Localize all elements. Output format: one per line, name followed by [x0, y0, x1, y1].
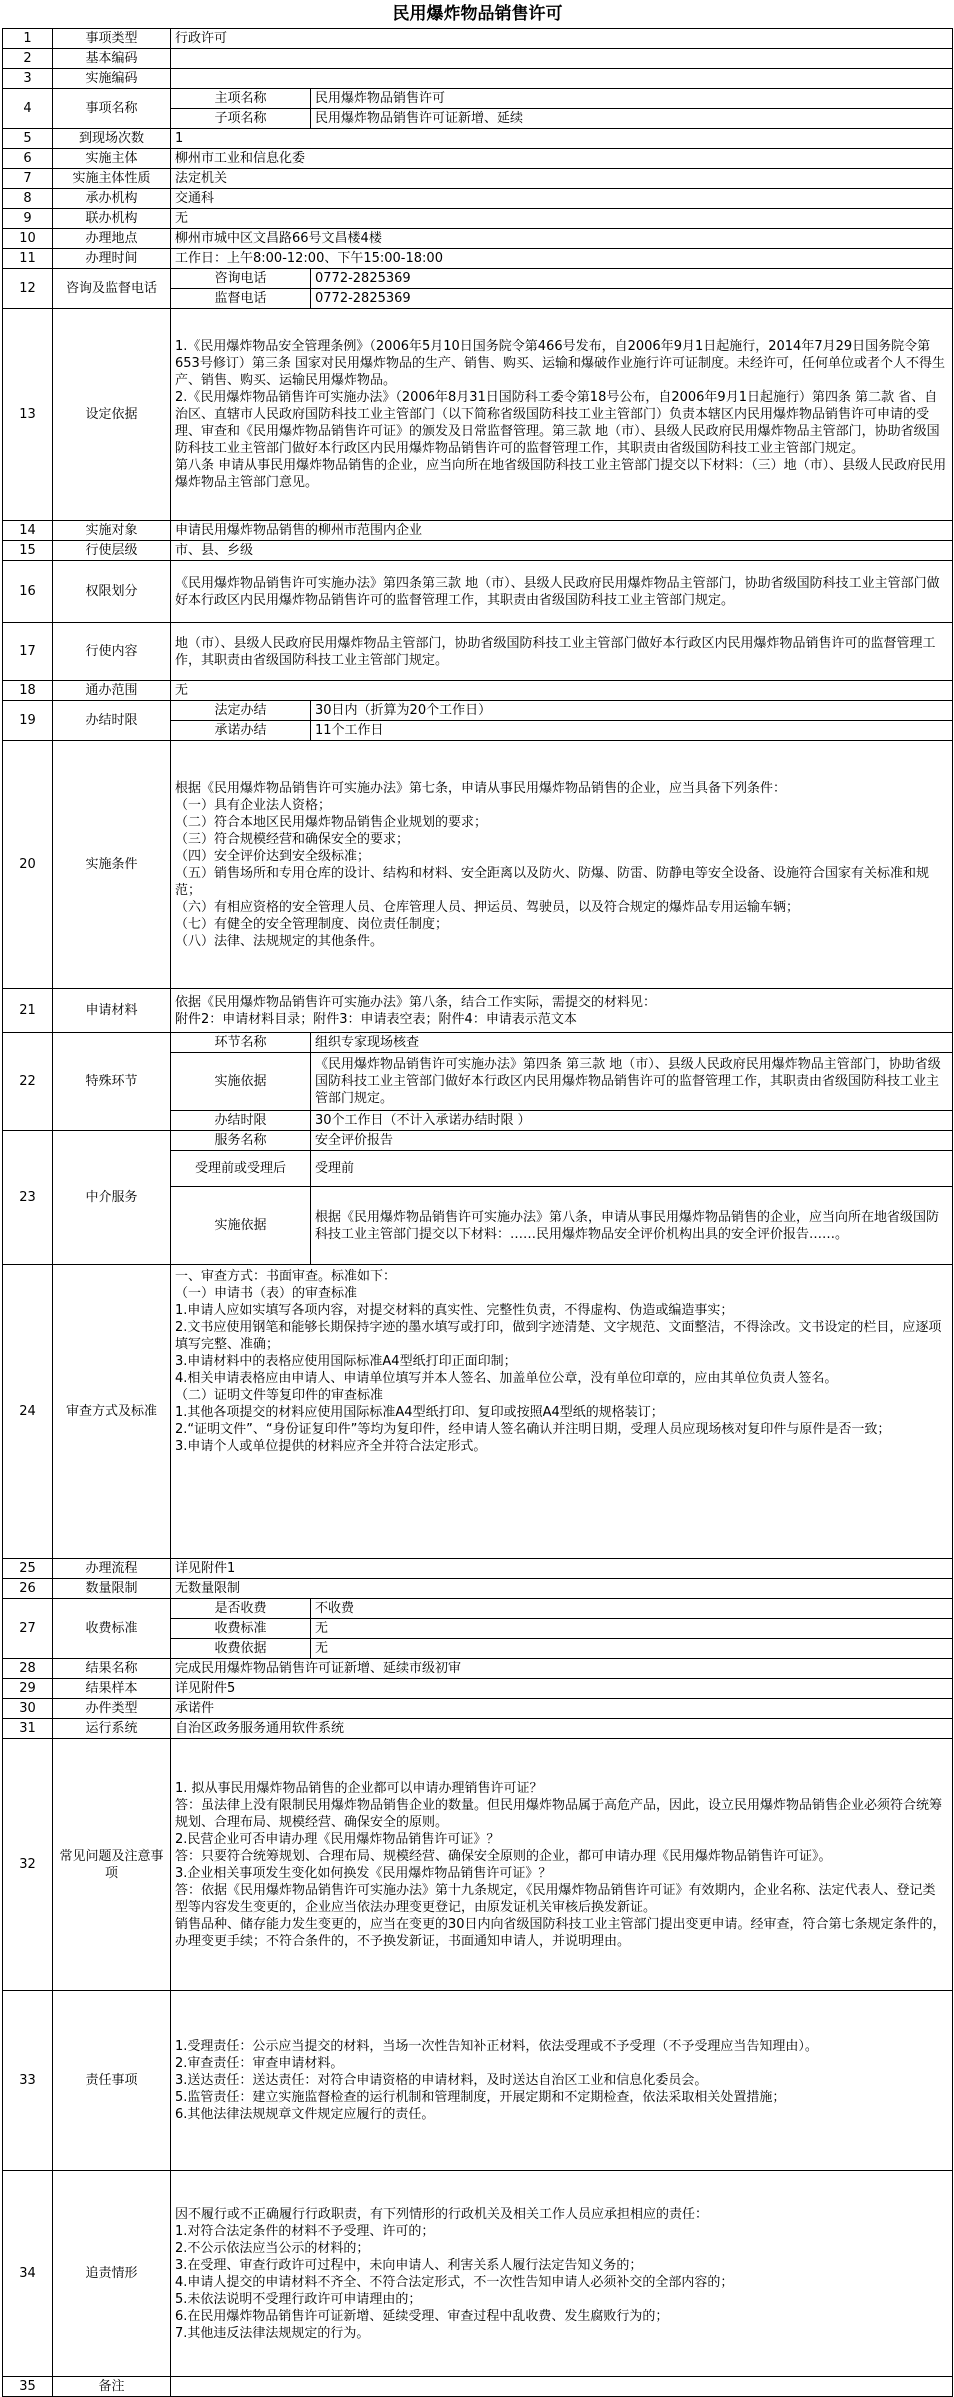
row-label: 通办范围 [53, 681, 171, 701]
row-label: 基本编码 [53, 49, 171, 69]
row-label: 常见问题及注意事项 [53, 1739, 171, 1991]
sub-label: 实施依据 [171, 1053, 311, 1111]
row-number: 26 [3, 1579, 53, 1599]
table-row [3, 1699, 953, 1719]
row-label: 承办机构 [53, 189, 171, 209]
sub-value: 11个工作日 [311, 721, 953, 741]
row-value: 柳州市城中区文昌路66号文昌楼4楼 [171, 229, 953, 249]
row-number: 35 [3, 2377, 53, 2397]
sub-label: 子项名称 [171, 109, 311, 129]
sub-label: 监督电话 [171, 289, 311, 309]
row-label: 实施编码 [53, 69, 171, 89]
row-number: 29 [3, 1679, 53, 1699]
row-label: 联办机构 [53, 209, 171, 229]
table-row [3, 189, 953, 209]
table-row [3, 1033, 953, 1053]
row-label: 中介服务 [53, 1131, 171, 1265]
row-value: 依据《民用爆炸物品销售许可实施办法》第八条，结合工作实际，需提交的材料见： 附件2：申请材料目录；附件3：申请表空表；附件4：申请表示范文本 [171, 989, 953, 1033]
row-label: 咨询及监督电话 [53, 269, 171, 309]
row-value: 完成民用爆炸物品销售许可证新增、延续市级初审 [171, 1659, 953, 1679]
sub-value: 民用爆炸物品销售许可 [311, 89, 953, 109]
sub-label: 法定办结 [171, 701, 311, 721]
sub-label: 是否收费 [171, 1599, 311, 1619]
row-label: 设定依据 [53, 309, 171, 521]
table-row [3, 561, 953, 623]
table-row [3, 1559, 953, 1579]
row-label: 特殊环节 [53, 1033, 171, 1131]
table-row [3, 541, 953, 561]
row-label: 数量限制 [53, 1579, 171, 1599]
row-value: 1.受理责任：公示应当提交的材料，当场一次性告知补正材料，依法受理或不予受理（不予受理应当告知理由）。 2.审查责任：审查申请材料。 3.送达责任：送达责任：对符合申请资格的申请材料，及时送达自治区工业和信息化委员会。 5.监管责任：建立实施监督检查的运行机制和管理制度，开展定期和不定期检查，依法采取相关处置措施； 6.其他法律法规规章文件规定应履行的责任。 [171, 1991, 953, 2171]
row-value: 地（市）、县级人民政府民用爆炸物品主管部门，协助省级国防科技工业主管部门做好本行政区内民用爆炸物品销售许可的监督管理工作，其职责由省级国防科技工业主管部门规定。 [171, 623, 953, 681]
row-label: 申请材料 [53, 989, 171, 1033]
row-value: 无 [171, 681, 953, 701]
row-label: 备注 [53, 2377, 171, 2397]
row-value: 1. 拟从事民用爆炸物品销售的企业都可以申请办理销售许可证？ 答：虽法律上没有限制民用爆炸物品销售企业的数量。但民用爆炸物品属于高危产品，因此，设立民用爆炸物品销售企业必须符合统筹规划、合理布局、规模经营、确保安全的原则。 2.民营企业可否申请办理《民用爆炸物品销售许可证》？ 答：只要符合统筹规划、合理布局、规模经营、确保安全原则的企业，都可申请办理《民用爆炸物品销售许可证》。 3.企业相关事项发生变化如何换发《民用爆炸物品销售许可证》？ 答：依据《民用爆炸物品销售许可实施办法》第十九条规定，《民用爆炸物品销售许可证》有效期内，企业名称、法定代表人、登记类型等内容发生变更的，企业应当依法办理变更登记，由原发证机关审核后换发新证。 销售品种、储存能力发生变更的，应当在变更的30日内向省级国防科技工业主管部门提出变更申请。经审查，符合第七条规定条件的，办理变更手续；不符合条件的，不予换发新证，书面通知申请人，并说明理由。 [171, 1739, 953, 1991]
row-label: 办理地点 [53, 229, 171, 249]
table-row [3, 89, 953, 109]
row-number: 5 [3, 129, 53, 149]
row-value [171, 69, 953, 89]
sub-label: 咨询电话 [171, 269, 311, 289]
row-number: 33 [3, 1991, 53, 2171]
row-label: 行使内容 [53, 623, 171, 681]
row-value: 柳州市工业和信息化委 [171, 149, 953, 169]
row-number: 3 [3, 69, 53, 89]
table-row [3, 1265, 953, 1559]
row-value: 详见附件5 [171, 1679, 953, 1699]
row-label: 运行系统 [53, 1719, 171, 1739]
table-row [3, 1991, 953, 2171]
sub-value: 无 [311, 1619, 953, 1639]
sub-value: 0772-2825369 [311, 289, 953, 309]
sub-label: 实施依据 [171, 1187, 311, 1265]
table-row [3, 989, 953, 1033]
row-value [171, 2377, 953, 2397]
table-row [3, 129, 953, 149]
sub-label: 承诺办结 [171, 721, 311, 741]
row-number: 16 [3, 561, 53, 623]
table-row [3, 521, 953, 541]
table-row [3, 1679, 953, 1699]
sub-value: 受理前 [311, 1151, 953, 1187]
row-value: 申请民用爆炸物品销售的柳州市范围内企业 [171, 521, 953, 541]
table-row [3, 1599, 953, 1619]
row-number: 11 [3, 249, 53, 269]
row-value: 行政许可 [171, 29, 953, 49]
sub-label: 环节名称 [171, 1033, 311, 1053]
table-row [3, 149, 953, 169]
row-label: 事项名称 [53, 89, 171, 129]
row-label: 实施条件 [53, 741, 171, 989]
table-row [3, 209, 953, 229]
row-label: 实施主体性质 [53, 169, 171, 189]
row-number: 2 [3, 49, 53, 69]
table-row [3, 229, 953, 249]
sub-label: 收费依据 [171, 1639, 311, 1659]
row-label: 追责情形 [53, 2171, 171, 2377]
table-row [3, 623, 953, 681]
row-number: 24 [3, 1265, 53, 1559]
row-number: 12 [3, 269, 53, 309]
table-row [3, 1131, 953, 1151]
row-label: 到现场次数 [53, 129, 171, 149]
row-number: 6 [3, 149, 53, 169]
row-label: 实施对象 [53, 521, 171, 541]
sub-label: 收费标准 [171, 1619, 311, 1639]
row-number: 1 [3, 29, 53, 49]
row-value: 1.《民用爆炸物品安全管理条例》（2006年5月10日国务院令第466号发布，自2006年9月1日起施行，2014年7月29日国务院令第653号修订）第三条 国家对民用爆炸物品的生产、销售、购买、运输和爆破作业施行许可证制度。未经许可，任何单位或者个人不得生产、销售、购买、运输民用爆炸物品。 2.《民用爆炸物品销售许可实施办法》（2006年8月31日国防科工委令第18号公布，自2006年9月1日起施行）第四条 第二款 省、自治区、直辖市人民政府国防科技工业主管部门（以下简称省级国防科技工业主管部门）负责本辖区内民用爆炸物品销售许可申请的受理、审查和《民用爆炸物品销售许可证》的颁发及日常监督管理。第三款 地（市）、县级人民政府民用爆炸物品主管部门，协助省级国防科技工业主管部门做好本行政区内民用爆炸物品销售许可的监督管理工作，其职责由省级国防科技工业主管部门规定。 第八条 申请从事民用爆炸物品销售的企业，应当向所在地省级国防科技工业主管部门提交以下材料：（三）地（市）、县级人民政府民用爆炸物品主管部门意见。 [171, 309, 953, 521]
row-number: 10 [3, 229, 53, 249]
row-label: 权限划分 [53, 561, 171, 623]
row-number: 22 [3, 1033, 53, 1131]
row-value: 法定机关 [171, 169, 953, 189]
row-number: 9 [3, 209, 53, 229]
row-number: 30 [3, 1699, 53, 1719]
sub-value: 《民用爆炸物品销售许可实施办法》第四条 第三款 地（市）、县级人民政府民用爆炸物品主管部门，协助省级国防科技工业主管部门做好本行政区内民用爆炸物品销售许可的监督管理工作，其职责由省级国防科技工业主管部门规定。 [311, 1053, 953, 1111]
sub-value: 安全评价报告 [311, 1131, 953, 1151]
row-number: 13 [3, 309, 53, 521]
sub-label: 受理前或受理后 [171, 1151, 311, 1187]
row-number: 18 [3, 681, 53, 701]
row-label: 办理时间 [53, 249, 171, 269]
row-number: 20 [3, 741, 53, 989]
row-number: 4 [3, 89, 53, 129]
document-title: 民用爆炸物品销售许可 [392, 3, 563, 24]
sub-value: 无 [311, 1639, 953, 1659]
table-row [3, 701, 953, 721]
row-label: 结果样本 [53, 1679, 171, 1699]
row-value: 工作日：上午8:00-12:00、下午15:00-18:00 [171, 249, 953, 269]
row-number: 15 [3, 541, 53, 561]
sub-value: 30个工作日（不计入承诺办结时限 ） [311, 1111, 953, 1131]
row-label: 审查方式及标准 [53, 1265, 171, 1559]
row-number: 19 [3, 701, 53, 741]
row-value: 自治区政务服务通用软件系统 [171, 1719, 953, 1739]
permit-table [2, 0, 953, 2397]
table-row [3, 69, 953, 89]
row-label: 责任事项 [53, 1991, 171, 2171]
row-value: 《民用爆炸物品销售许可实施办法》第四条第三款 地（市）、县级人民政府民用爆炸物品主管部门，协助省级国防科技工业主管部门做好本行政区内民用爆炸物品销售许可的监督管理工作，其职责由省级国防科技工业主管部门规定。 [171, 561, 953, 623]
table-row [3, 269, 953, 289]
sub-value: 0772-2825369 [311, 269, 953, 289]
row-label: 事项类型 [53, 29, 171, 49]
table-row [3, 2377, 953, 2397]
sub-value: 根据《民用爆炸物品销售许可实施办法》第八条，申请从事民用爆炸物品销售的企业，应当向所在地省级国防科技工业主管部门提交以下材料：……民用爆炸物品安全评价机构出具的安全评价报告……。 [311, 1187, 953, 1265]
sub-value: 组织专家现场核查 [311, 1033, 953, 1053]
row-value: 市、县、乡级 [171, 541, 953, 561]
row-number: 28 [3, 1659, 53, 1679]
row-value: 无数量限制 [171, 1579, 953, 1599]
sub-value: 30日内（折算为20个工作日） [311, 701, 953, 721]
table-row [3, 309, 953, 521]
table-row [3, 2171, 953, 2377]
sub-label: 服务名称 [171, 1131, 311, 1151]
table-row [3, 1579, 953, 1599]
row-number: 8 [3, 189, 53, 209]
sub-value: 不收费 [311, 1599, 953, 1619]
row-number: 17 [3, 623, 53, 681]
row-label: 办件类型 [53, 1699, 171, 1719]
row-label: 实施主体 [53, 149, 171, 169]
sub-label: 办结时限 [171, 1111, 311, 1131]
table-row [3, 681, 953, 701]
row-number: 25 [3, 1559, 53, 1579]
sub-label: 主项名称 [171, 89, 311, 109]
row-value: 交通科 [171, 189, 953, 209]
row-value: 根据《民用爆炸物品销售许可实施办法》第七条，申请从事民用爆炸物品销售的企业，应当具备下列条件： （一）具有企业法人资格； （二）符合本地区民用爆炸物品销售企业规划的要求； （三）符合规模经营和确保安全的要求； （四）安全评价达到安全级标准； （五）销售场所和专用仓库的设计、结构和材料、安全距离以及防火、防爆、防雷、防静电等安全设备、设施符合国家有关标准和规范； （六）有相应资格的安全管理人员、仓库管理人员、押运员、驾驶员，以及符合规定的爆炸品专用运输车辆； （七）有健全的安全管理制度、岗位责任制度； （八）法律、法规规定的其他条件。 [171, 741, 953, 989]
row-value: 承诺件 [171, 1699, 953, 1719]
table-row [3, 741, 953, 989]
table-row [3, 1739, 953, 1991]
row-label: 收费标准 [53, 1599, 171, 1659]
row-number: 23 [3, 1131, 53, 1265]
row-value: 1 [171, 129, 953, 149]
row-value [171, 49, 953, 69]
row-number: 32 [3, 1739, 53, 1991]
row-label: 结果名称 [53, 1659, 171, 1679]
row-value: 因不履行或不正确履行行政职责，有下列情形的行政机关及相关工作人员应承担相应的责任： 1.对符合法定条件的材料不予受理、许可的； 2.不公示依法应当公示的材料的； 3.在受理、审查行政许可过程中，未向申请人、利害关系人履行法定告知义务的； 4.申请人提交的申请材料不齐全、不符合法定形式，不一次性告知申请人必须补交的全部内容的； 5.未依法说明不受理行政许可申请理由的； 6.在民用爆炸物品销售许可证新增、延续受理、审查过程中乱收费、发生腐败行为的； 7.其他违反法律法规规定的行为。 [171, 2171, 953, 2377]
row-value: 无 [171, 209, 953, 229]
row-number: 31 [3, 1719, 53, 1739]
row-value: 详见附件1 [171, 1559, 953, 1579]
row-label: 行使层级 [53, 541, 171, 561]
table-row [3, 29, 953, 49]
row-number: 21 [3, 989, 53, 1033]
table-row [3, 169, 953, 189]
row-label: 办结时限 [53, 701, 171, 741]
table-row [3, 1719, 953, 1739]
row-value: 一、审查方式：书面审查。标准如下： （一）申请书（表）的审查标准 1.申请人应如实填写各项内容，对提交材料的真实性、完整性负责，不得虚构、伪造或编造事实； 2.文书应使用钢笔和能够长期保持字迹的墨水填写或打印，做到字迹清楚、文字规范、文面整洁，不得涂改。文书设定的栏目，应逐项填写完整、准确； 3.申请材料中的表格应使用国际标准A4型纸打印正面印制； 4.相关申请表格应由申请人、申请单位填写并本人签名、加盖单位公章，没有单位印章的，应由其单位负责人签名。 （二）证明文件等复印件的审查标准 1.其他各项提交的材料应使用国际标准A4型纸打印、复印或按照A4型纸的规格装订； 2.“证明文件”、“身份证复印件”等均为复印件，经申请人签名确认并注明日期，受理人员应现场核对复印件与原件是否一致； 3.申请个人或单位提供的材料应齐全并符合法定形式。 [171, 1265, 953, 1559]
row-number: 34 [3, 2171, 53, 2377]
row-label: 办理流程 [53, 1559, 171, 1579]
table-row [3, 249, 953, 269]
sub-value: 民用爆炸物品销售许可证新增、延续 [311, 109, 953, 129]
row-number: 7 [3, 169, 53, 189]
table-row [3, 49, 953, 69]
table-row [3, 1659, 953, 1679]
row-number: 14 [3, 521, 53, 541]
row-number: 27 [3, 1599, 53, 1659]
